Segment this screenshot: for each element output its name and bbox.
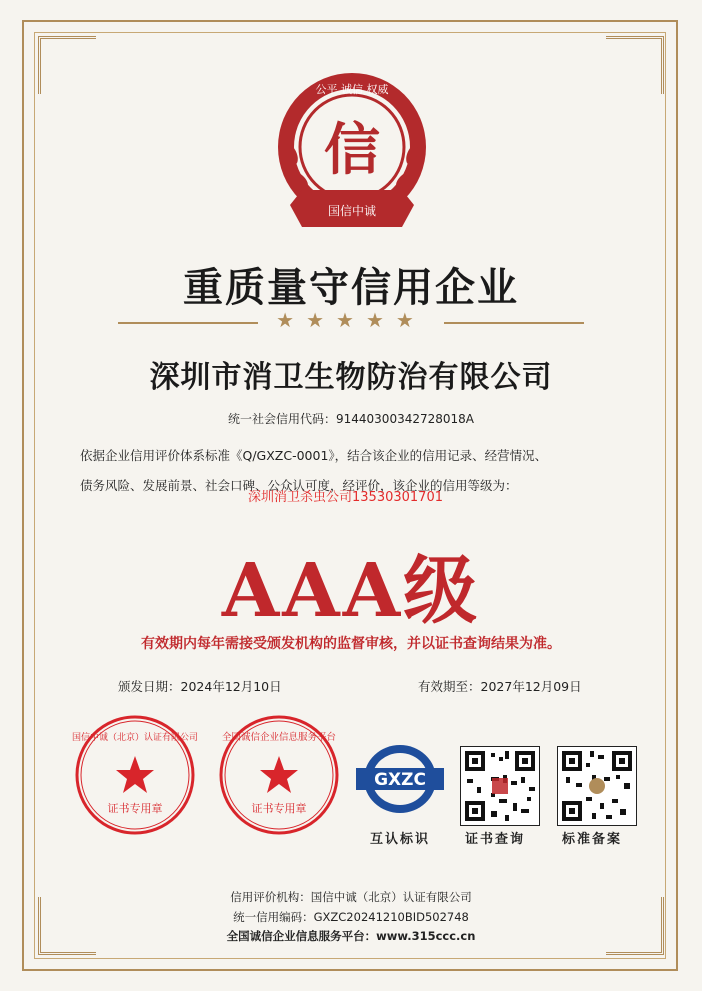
- footer-agency-label: 信用评价机构：: [230, 890, 311, 904]
- footer-agency-value: 国信中诚（北京）认证有限公司: [310, 890, 472, 904]
- corner-ornament-top-right: [606, 36, 664, 94]
- seal1-bottom-text: 证书专用章: [107, 802, 163, 815]
- watermark-text: 深圳消卫杀虫公司13530301701: [248, 490, 443, 505]
- footer-platform-label: 全国诚信企业信息服务平台：: [226, 929, 377, 943]
- footer-code-label: 统一信用编码：: [233, 910, 314, 924]
- seal-gxzc-beijing: [72, 712, 198, 838]
- company-name: 深圳市消卫生物防治有限公司: [149, 360, 553, 395]
- standard-record-qr-code[interactable]: [557, 746, 637, 826]
- seal1-ring-text: 国信中诚（北京）认证有限公司: [72, 733, 198, 743]
- certificate-title: 重质量守信用企业: [183, 264, 519, 311]
- issue-date-label: 颁发日期：: [118, 679, 181, 694]
- evaluation-text-line-1: 依据企业信用评价体系标准《Q/GXZC-0001》，结合该企业的信用记录、经营情况、: [80, 448, 548, 463]
- issue-date-value: 2024年12月10日: [180, 679, 282, 694]
- footer-platform-link[interactable]: www.315ccc.cn: [376, 929, 476, 943]
- corner-ornament-bottom-right: [606, 897, 664, 955]
- credit-emblem: [262, 65, 442, 245]
- valid-until: [418, 677, 582, 695]
- emblem-arc-text: 公平 诚信 权威: [315, 83, 389, 96]
- footer-credit-code: [0, 909, 702, 925]
- valid-until-value: 2027年12月09日: [480, 679, 582, 694]
- certificate-query-qr-code[interactable]: [460, 746, 540, 826]
- credit-code: [0, 410, 702, 427]
- footer-code-value: GXZC20241210BID502748: [313, 910, 469, 924]
- emblem-banner-text: 国信中诚: [327, 204, 377, 218]
- gxzc-logo-text: GXZC: [374, 770, 426, 790]
- credit-code-label: 统一社会信用代码：: [227, 412, 336, 426]
- seal2-bottom-text: 证书专用章: [251, 802, 307, 815]
- seal-platform: [216, 712, 342, 838]
- standard-record-label: 标准备案: [562, 832, 623, 847]
- corner-ornament-bottom-left: [38, 897, 96, 955]
- footer-platform: [0, 928, 702, 944]
- mutual-recognition-label: 互认标识: [370, 832, 431, 847]
- emblem-center-char: 信: [324, 117, 380, 183]
- evaluation-text-line-2: 债务风险、发展前景、社会口碑、公众认可度，经评价，该企业的信用等级为：: [80, 478, 518, 493]
- valid-until-label: 有效期至：: [418, 679, 481, 694]
- star-row: ★★★★★: [276, 308, 426, 332]
- credit-code-value: 91440300342728018A: [336, 412, 474, 426]
- footer-agency: [0, 889, 702, 905]
- issue-date: [118, 677, 282, 695]
- corner-ornament-top-left: [38, 36, 96, 94]
- certificate-query-label: 证书查询: [465, 832, 526, 847]
- gxzc-logo: [356, 742, 444, 816]
- seal2-ring-text: 全国诚信企业信息服务平台: [221, 732, 337, 743]
- credit-grade: AAA级: [221, 548, 481, 634]
- validity-notice: 有效期内每年需接受颁发机构的监督审核，并以证书查询结果为准。: [141, 636, 561, 652]
